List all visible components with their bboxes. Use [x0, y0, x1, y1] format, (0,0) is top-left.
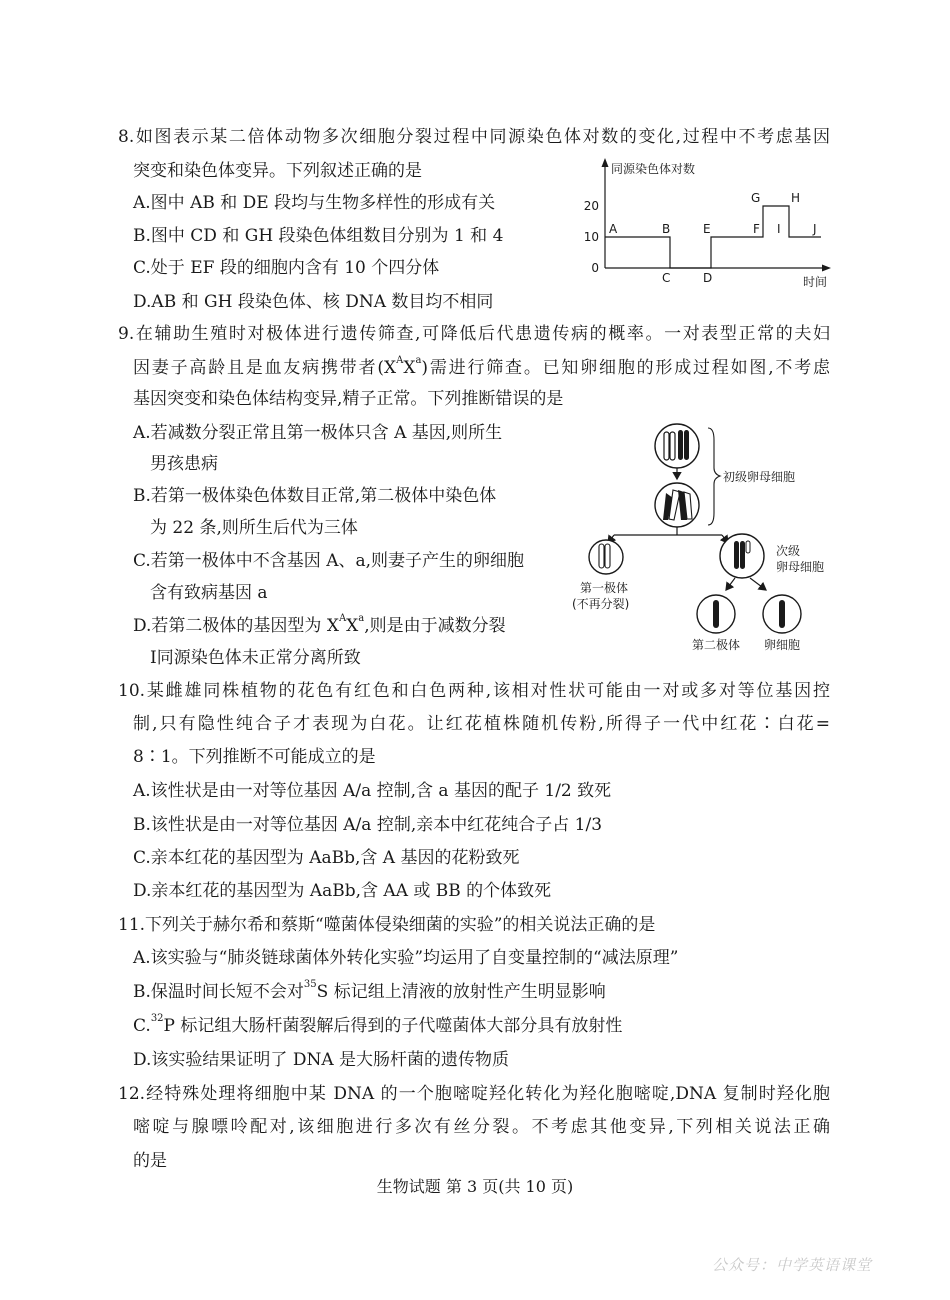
q9-option-b-line2: 为 22 条,则所生后代为三体 — [150, 518, 358, 538]
q8-option-b: B.图中 CD 和 GH 段染色体组数目分别为 1 和 4 — [133, 226, 504, 246]
y-axis-arrow — [602, 158, 609, 167]
q11-option-c-isotope: 32 — [150, 1013, 164, 1025]
point-label-a: A — [609, 222, 618, 236]
q11-option-c-post: P 标记组大肠杆菌裂解后得到的子代噬菌体大部分具有放射性 — [163, 1016, 623, 1036]
q12-stem-line1: 12.经特殊处理将细胞中某 DNA 的一个胞嘧啶羟化转化为羟化胞嘧啶,DNA 复制时羟化胞 — [118, 1084, 830, 1104]
x-axis-arrow — [822, 265, 831, 272]
q10-stem-line2: 制,只有隐性纯合子才表现为白花。让红花植株随机传粉,所得子一代中红花∶白花= — [133, 714, 830, 734]
q9-option-c-line1: C.若第一极体中不含基因 A、a,则妻子产生的卵细胞 — [133, 551, 525, 571]
secondary-oocyte-label-1: 次级 — [776, 544, 801, 558]
q11-option-b-pre: B.保温时间长短不会对 — [133, 982, 304, 1002]
secondary-oocyte-cell — [720, 534, 764, 578]
y-tick-labels — [584, 199, 599, 275]
q11-option-c — [133, 1014, 622, 1038]
q10-option-a: A.该性状是由一对等位基因 A/a 控制,含 a 基因的配子 1/2 致死 — [133, 781, 612, 801]
watermark: 公众号：中学英语课堂 — [711, 1256, 872, 1274]
q9-option-d-sup2: a — [358, 613, 365, 625]
first-polar-body-label: 第一极体 — [580, 581, 629, 595]
point-label-h: H — [791, 191, 801, 205]
q8-option-c: C.处于 EF 段的细胞内含有 10 个四分体 — [133, 258, 440, 278]
q10-option-d: D.亲本红花的基因型为 AaBb,含 AA 或 BB 的个体致死 — [133, 881, 552, 901]
q9-stem-line2-pre: 因妻子高龄且是血友病携带者(X — [133, 358, 397, 378]
x-axis-title: 时间 — [803, 275, 828, 289]
point-label-c: C — [662, 271, 671, 285]
point-label-i: I — [777, 222, 781, 236]
q9-option-d-line2: Ⅰ同源染色体未正常分离所致 — [150, 648, 361, 668]
q9-oogenesis-diagram — [570, 418, 850, 658]
q9-sup-a-lower: a — [415, 355, 422, 367]
first-polar-body-note: (不再分裂) — [572, 597, 630, 611]
q12-stem-line3: 的是 — [133, 1151, 167, 1171]
q10-option-b: B.该性状是由一对等位基因 A/a 控制,亲本中红花纯合子占 1/3 — [133, 815, 603, 835]
y-tick-label: 0 — [591, 261, 599, 275]
q11-option-d: D.该实验结果证明了 DNA 是大肠杆菌的遗传物质 — [133, 1050, 510, 1070]
q9-stem-line2-post: )需进行筛查。已知卵细胞的形成过程如图,不考虑 — [421, 358, 830, 378]
point-label-g: G — [751, 191, 761, 205]
q9-option-a-line1: A.若减数分裂正常且第一极体只含 A 基因,则所生 — [133, 423, 503, 443]
q9-option-d-mid: X — [346, 616, 359, 636]
point-label-f: F — [753, 222, 760, 236]
q10-stem-line3: 8∶1。下列推断不可能成立的是 — [133, 747, 376, 767]
q8-option-d: D.AB 和 GH 段染色体、核 DNA 数目均不相同 — [133, 292, 494, 312]
q11-option-b-post: S 标记组上清液的放射性产生明显影响 — [316, 982, 606, 1002]
primary-oocyte-cell-2 — [655, 483, 699, 527]
q9-stem-line2-mid: X — [403, 358, 416, 378]
q8-option-a: A.图中 AB 和 DE 段均与生物多样性的形成有关 — [133, 193, 496, 213]
point-label-e: E — [703, 222, 711, 236]
q9-option-d-sup1: A — [338, 613, 347, 625]
secondary-oocyte-label-2: 卵母细胞 — [776, 560, 825, 574]
q10-option-c: C.亲本红花的基因型为 AaBb,含 A 基因的花粉致死 — [133, 848, 520, 868]
q9-option-d-post: ,则是由于减数分裂 — [364, 616, 506, 636]
q9-option-a-line2: 男孩患病 — [150, 454, 218, 474]
point-label-d: D — [703, 271, 713, 285]
q11-option-a: A.该实验与“肺炎链球菌体外转化实验”均运用了自变量控制的“减法原理” — [133, 948, 679, 968]
q11-option-b-isotope: 35 — [303, 979, 317, 991]
y-tick-label: 20 — [583, 199, 599, 213]
q8-stem-line2: 突变和染色体变异。下列叙述正确的是 — [133, 161, 422, 181]
page-footer: 生物试题 第 3 页(共 10 页) — [376, 1177, 574, 1196]
q11-option-b — [133, 980, 606, 1004]
q10-stem-line1: 10.某雌雄同株植物的花色有红色和白色两种,该相对性状可能由一对或多对等位基因控 — [118, 681, 830, 701]
primary-oocyte-label: 初级卵母细胞 — [723, 470, 796, 484]
second-polar-body-cell — [697, 595, 735, 633]
point-label-b: B — [662, 222, 671, 236]
q9-option-d-pre: D.若第二极体的基因型为 X — [133, 616, 339, 636]
q9-option-b-line1: B.若第一极体染色体数目正常,第二极体中染色体 — [133, 486, 497, 506]
series-line — [605, 206, 821, 268]
primary-oocyte-cell-1 — [655, 424, 699, 468]
egg-cell-label: 卵细胞 — [764, 638, 801, 652]
q11-option-c-pre: C. — [133, 1016, 151, 1036]
egg-cell — [763, 595, 801, 633]
q9-option-d-line1 — [133, 614, 506, 638]
q9-stem-line3: 基因突变和染色体结构变异,精子正常。下列推断错误的是 — [133, 389, 564, 409]
point-label-j: J — [813, 222, 817, 236]
point-labels — [609, 191, 817, 285]
y-tick-label: 10 — [583, 230, 599, 244]
y-axis-title: 同源染色体对数 — [611, 162, 696, 176]
q8-stem-line1: 8.如图表示某二倍体动物多次细胞分裂过程中同源染色体对数的变化,过程中不考虑基因 — [118, 127, 830, 147]
q12-stem-line2: 嘧啶与腺嘌呤配对,该细胞进行多次有丝分裂。不考虑其他变异,下列相关说法正确 — [133, 1117, 830, 1137]
first-polar-body-cell — [589, 540, 623, 574]
second-polar-body-label: 第二极体 — [692, 638, 741, 652]
q9-stem-line2 — [133, 356, 830, 380]
q9-option-c-line2: 含有致病基因 a — [150, 583, 268, 603]
q9-stem-line1: 9.在辅助生殖时对极体进行遗传筛查,可降低后代患遗传病的概率。一对表型正常的夫妇 — [118, 324, 830, 344]
q9-sup-a-upper: A — [396, 355, 404, 367]
q8-homologous-pairs-chart — [575, 155, 845, 295]
q11-stem: 11.下列关于赫尔希和蔡斯“噬菌体侵染细菌的实验”的相关说法正确的是 — [118, 915, 656, 935]
